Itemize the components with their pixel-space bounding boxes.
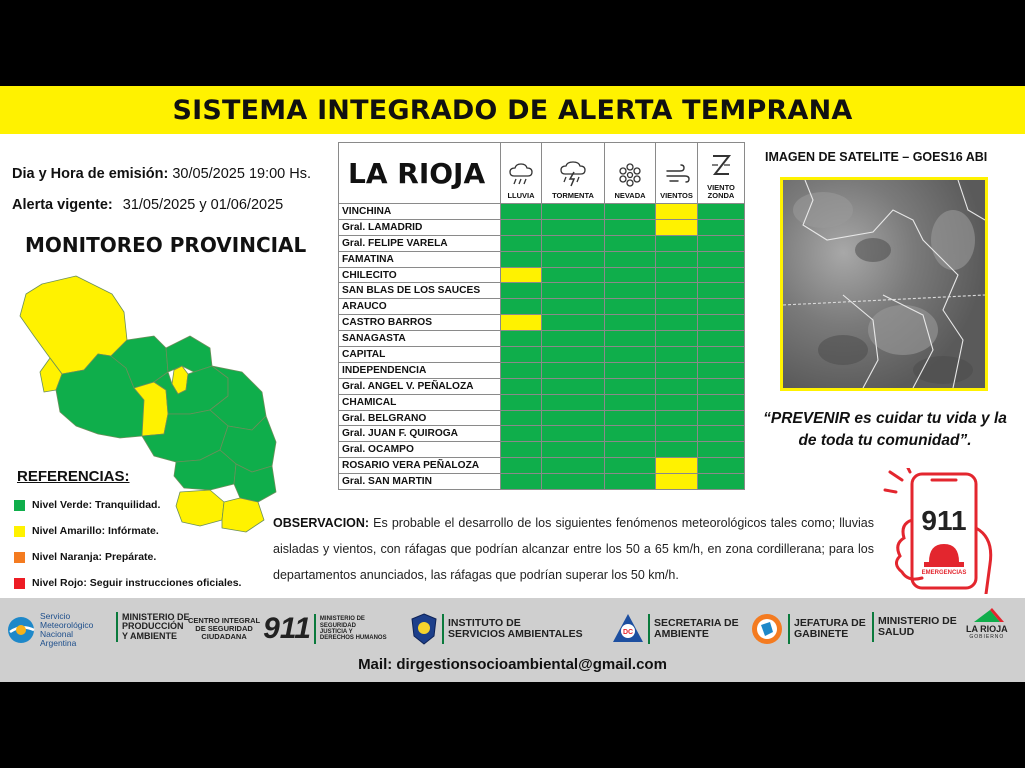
alert-cell bbox=[501, 235, 542, 251]
alert-cell bbox=[501, 426, 542, 442]
alert-cell bbox=[656, 426, 698, 442]
alert-cell bbox=[542, 204, 605, 220]
emergency-number: 911 bbox=[921, 505, 967, 536]
alert-cell bbox=[656, 410, 698, 426]
alert-cell bbox=[542, 394, 605, 410]
dept-name: Gral. BELGRANO bbox=[339, 410, 501, 426]
dept-name: Gral. LAMADRID bbox=[339, 219, 501, 235]
dept-name: SAN BLAS DE LOS SAUCES bbox=[339, 283, 501, 299]
alert-cell bbox=[542, 458, 605, 474]
table-row bbox=[339, 315, 745, 331]
wind-icon bbox=[664, 162, 690, 188]
hazard-rain: LLUVIA bbox=[501, 143, 542, 204]
alert-cell bbox=[501, 204, 542, 220]
references-title: REFERENCIAS: bbox=[17, 468, 130, 485]
footer-logos bbox=[0, 598, 1025, 658]
alert-cell bbox=[698, 283, 745, 299]
monitor-title: MONITOREO PROVINCIAL bbox=[25, 233, 307, 257]
title-bar bbox=[0, 86, 1025, 134]
alert-cell bbox=[605, 362, 656, 378]
alert-cell bbox=[605, 267, 656, 283]
ref-orange-swatch bbox=[14, 552, 25, 563]
alert-cell bbox=[542, 219, 605, 235]
alert-cell bbox=[501, 442, 542, 458]
alert-cell bbox=[605, 394, 656, 410]
alert-cell bbox=[501, 219, 542, 235]
alert-cell bbox=[698, 442, 745, 458]
page-title: SISTEMA INTEGRADO DE ALERTA TEMPRANA bbox=[172, 94, 853, 126]
alert-cell bbox=[542, 331, 605, 347]
ref-red: Nivel Rojo: Seguir instrucciones oficiales. bbox=[14, 576, 241, 590]
alert-cell bbox=[501, 410, 542, 426]
alert-cell bbox=[542, 362, 605, 378]
dept-name: SANAGASTA bbox=[339, 331, 501, 347]
hazard-wind: VIENTOS bbox=[656, 143, 698, 204]
la-rioja-gobierno-logo: LA RIOJA GOBIERNO bbox=[966, 608, 1008, 640]
alert-cell bbox=[698, 204, 745, 220]
table-row bbox=[339, 442, 745, 458]
snow-icon bbox=[617, 162, 643, 188]
alert-cell bbox=[542, 426, 605, 442]
secretaria-ambiente-logo: DC SECRETARIA DE AMBIENTE bbox=[612, 612, 739, 646]
hazard-snow: NEVADA bbox=[605, 143, 656, 204]
map-dept-san-blas bbox=[166, 336, 212, 372]
alert-cell bbox=[656, 442, 698, 458]
la-rioja-emblem-icon bbox=[970, 608, 1004, 624]
ref-yellow: Nivel Amarillo: Infórmate. bbox=[14, 524, 159, 538]
dept-name: FAMATINA bbox=[339, 251, 501, 267]
alert-cell bbox=[542, 267, 605, 283]
valid-info bbox=[12, 197, 283, 213]
alert-cell bbox=[501, 315, 542, 331]
alert-cell bbox=[501, 474, 542, 490]
smn-logo: Servicio Meteorológico Nacional Argentina bbox=[6, 612, 93, 648]
dept-name: Gral. JUAN F. QUIROGA bbox=[339, 426, 501, 442]
table-row bbox=[339, 204, 745, 220]
alert-cell bbox=[501, 347, 542, 363]
province-name: LA RIOJA bbox=[339, 143, 501, 204]
ministerio-salud-logo: MINISTERIO DE SALUD bbox=[872, 612, 957, 642]
alert-cell bbox=[656, 204, 698, 220]
table-row bbox=[339, 410, 745, 426]
table-row bbox=[339, 219, 745, 235]
dept-name: ROSARIO VERA PEÑALOZA bbox=[339, 458, 501, 474]
alert-cell bbox=[605, 235, 656, 251]
alert-cell bbox=[656, 315, 698, 331]
hazard-storm: TORMENTA bbox=[542, 143, 605, 204]
table-row bbox=[339, 235, 745, 251]
dept-name: CAPITAL bbox=[339, 347, 501, 363]
alert-cell bbox=[656, 235, 698, 251]
alert-cell bbox=[542, 474, 605, 490]
alert-cell bbox=[656, 331, 698, 347]
map-dept-rosario-vera bbox=[176, 490, 224, 526]
alert-cell bbox=[698, 251, 745, 267]
province-map bbox=[14, 266, 284, 536]
rain-icon bbox=[508, 162, 534, 188]
alert-cell bbox=[698, 315, 745, 331]
dept-name: CASTRO BARROS bbox=[339, 315, 501, 331]
alert-cell bbox=[656, 394, 698, 410]
alert-cell bbox=[605, 378, 656, 394]
observation bbox=[273, 510, 874, 588]
jefatura-emblem-icon bbox=[750, 612, 784, 646]
table-row bbox=[339, 474, 745, 490]
alert-cell bbox=[542, 235, 605, 251]
alert-cell bbox=[605, 331, 656, 347]
alert-cell bbox=[605, 204, 656, 220]
ref-green: Nivel Verde: Tranquilidad. bbox=[14, 498, 160, 512]
contact-mail[interactable]: Mail: dirgestionsocioambiental@gmail.com bbox=[358, 656, 667, 673]
alert-cell bbox=[698, 299, 745, 315]
alert-cell bbox=[698, 458, 745, 474]
alert-cell bbox=[656, 219, 698, 235]
alert-cell bbox=[501, 283, 542, 299]
table-row bbox=[339, 299, 745, 315]
smn-emblem-icon bbox=[6, 615, 40, 645]
ref-green-swatch bbox=[14, 500, 25, 511]
slogan: “PREVENIR es cuidar tu vida y la de toda tu comunidad”. bbox=[763, 410, 1007, 449]
alert-cell bbox=[605, 251, 656, 267]
alert-cell bbox=[698, 394, 745, 410]
dept-name: CHAMICAL bbox=[339, 394, 501, 410]
alert-cell bbox=[656, 299, 698, 315]
svg-text:DC: DC bbox=[622, 629, 634, 636]
servicios-ambientales-logo: INSTITUTO DE SERVICIOS AMBIENTALES bbox=[410, 612, 583, 646]
dept-name: VINCHINA bbox=[339, 204, 501, 220]
alert-cell bbox=[542, 315, 605, 331]
alert-cell bbox=[698, 474, 745, 490]
alert-table bbox=[338, 142, 745, 490]
alert-cell bbox=[656, 362, 698, 378]
jefatura-gabinete-logo: JEFATURA DE GABINETE bbox=[750, 612, 866, 646]
alert-cell bbox=[605, 219, 656, 235]
alert-cell bbox=[656, 251, 698, 267]
alert-cell bbox=[542, 299, 605, 315]
table-body bbox=[339, 204, 745, 490]
alert-cell bbox=[605, 410, 656, 426]
ministerio-produccion-logo: MINISTERIO DE PRODUCCIÓN Y AMBIENTE bbox=[116, 612, 190, 642]
table-row bbox=[339, 347, 745, 363]
valid-value: 31/05/2025 y 01/06/2025 bbox=[122, 197, 284, 213]
alert-cell bbox=[698, 426, 745, 442]
centro-911-number: 911 bbox=[263, 612, 311, 645]
alert-cell bbox=[698, 347, 745, 363]
dept-name: CHILECITO bbox=[339, 267, 501, 283]
alert-cell bbox=[605, 426, 656, 442]
table-row bbox=[339, 267, 745, 283]
hazard-zonda: VIENTO ZONDA bbox=[698, 143, 745, 204]
alert-cell bbox=[656, 283, 698, 299]
observation-text: Es probable el desarrollo de los siguientes fenómenos meteorológicos tales como; lluvias aisladas y vientos, con ráfagas que podrían alcanzar entre los 50 a 65 km/h, en zona cordillerana; para los departamentos anunciados, las ráfagas que podrían superar los 50 km/h. bbox=[273, 516, 874, 582]
alert-cell bbox=[605, 283, 656, 299]
dept-name: INDEPENDENCIA bbox=[339, 362, 501, 378]
alert-cell bbox=[605, 442, 656, 458]
emission-value: 30/05/2025 19:00 Hs. bbox=[172, 166, 312, 182]
table-row bbox=[339, 426, 745, 442]
table-row bbox=[339, 394, 745, 410]
police-shield-icon bbox=[410, 612, 438, 646]
ref-yellow-swatch bbox=[14, 526, 25, 537]
alert-cell bbox=[605, 347, 656, 363]
alert-cell bbox=[698, 331, 745, 347]
alert-cell bbox=[501, 362, 542, 378]
footer bbox=[0, 598, 1025, 682]
alert-cell bbox=[656, 458, 698, 474]
centro-911-logo: CENTRO INTEGRAL DE SEGURIDAD CIUDADANA 911 MINISTERIO DE SEGURIDAD JUSTICIA Y DERECHOS HUMANOS bbox=[188, 612, 387, 645]
alert-cell bbox=[501, 251, 542, 267]
alert-cell bbox=[542, 347, 605, 363]
alert-cell bbox=[501, 331, 542, 347]
alert-cell bbox=[605, 315, 656, 331]
table-row bbox=[339, 458, 745, 474]
storm-icon bbox=[559, 160, 587, 188]
alert-cell bbox=[542, 442, 605, 458]
dept-name: ARAUCO bbox=[339, 299, 501, 315]
emergency-label: EMERGENCIAS bbox=[921, 570, 967, 576]
dept-name: Gral. ANGEL V. PEÑALOZA bbox=[339, 378, 501, 394]
emergency-911-icon bbox=[882, 468, 1014, 594]
alert-cell bbox=[698, 362, 745, 378]
zonda-icon bbox=[709, 152, 733, 180]
defensa-civil-icon bbox=[612, 612, 644, 646]
map-dept-san-martin bbox=[222, 498, 264, 532]
table-row bbox=[339, 362, 745, 378]
alert-cell bbox=[501, 458, 542, 474]
dept-name: Gral. OCAMPO bbox=[339, 442, 501, 458]
alert-bulletin bbox=[0, 86, 1025, 682]
alert-cell bbox=[698, 235, 745, 251]
valid-label: Alerta vigente: bbox=[12, 197, 113, 213]
observation-label: OBSERVACION: bbox=[273, 516, 370, 530]
ref-orange: Nivel Naranja: Prepárate. bbox=[14, 550, 156, 564]
table-header-row bbox=[339, 143, 745, 204]
alert-cell bbox=[605, 458, 656, 474]
satellite-title: IMAGEN DE SATELITE – GOES16 ABI bbox=[765, 150, 988, 164]
ref-red-swatch bbox=[14, 578, 25, 589]
alert-cell bbox=[698, 219, 745, 235]
alert-cell bbox=[542, 410, 605, 426]
alert-cell bbox=[542, 251, 605, 267]
alert-cell bbox=[501, 378, 542, 394]
alert-cell bbox=[501, 299, 542, 315]
satellite-image bbox=[780, 177, 988, 391]
alert-cell bbox=[501, 267, 542, 283]
emission-info bbox=[12, 166, 311, 182]
alert-cell bbox=[656, 267, 698, 283]
alert-cell bbox=[656, 347, 698, 363]
table-row bbox=[339, 251, 745, 267]
dept-name: Gral. FELIPE VARELA bbox=[339, 235, 501, 251]
alert-cell bbox=[605, 299, 656, 315]
table-row bbox=[339, 283, 745, 299]
alert-cell bbox=[542, 378, 605, 394]
alert-cell bbox=[542, 283, 605, 299]
alert-cell bbox=[605, 474, 656, 490]
alert-cell bbox=[656, 378, 698, 394]
alert-cell bbox=[698, 378, 745, 394]
alert-cell bbox=[656, 474, 698, 490]
emission-label: Dia y Hora de emisión: bbox=[12, 166, 169, 182]
alert-cell bbox=[501, 394, 542, 410]
dept-name: Gral. SAN MARTIN bbox=[339, 474, 501, 490]
table-row bbox=[339, 331, 745, 347]
alert-cell bbox=[698, 410, 745, 426]
alert-cell bbox=[698, 267, 745, 283]
table-row bbox=[339, 378, 745, 394]
